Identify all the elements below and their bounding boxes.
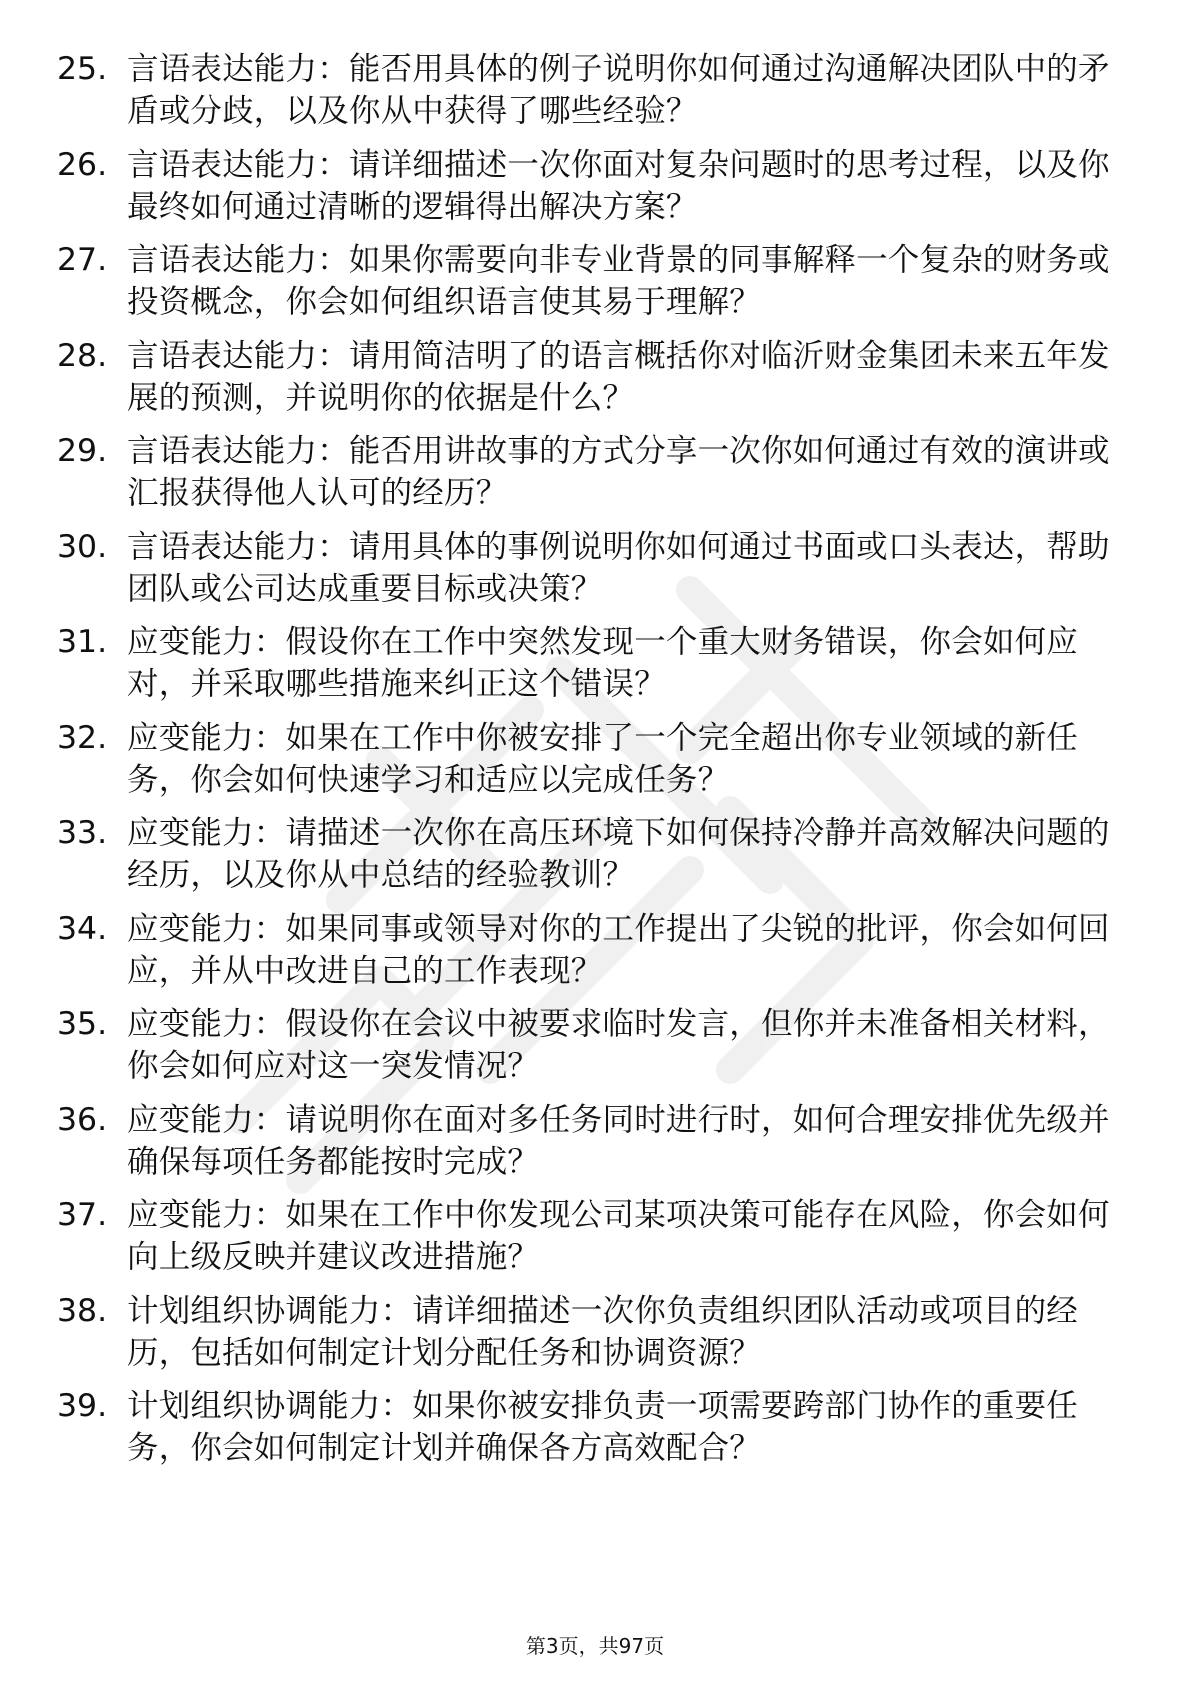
question-text: 言语表达能力：请用简洁明了的语言概括你对临沂财金集团未来五年发展的预测，并说明你的依据是什么？ (127, 337, 1110, 416)
question-text: 应变能力：请描述一次你在高压环境下如何保持冷静并高效解决问题的经历，以及你从中总结的经验教训？ (127, 815, 1110, 893)
question-item (57, 144, 1117, 225)
question-text: 言语表达能力：请用具体的事例说明你如何通过书面或口头表达，帮助团队或公司达成重要目标或决策？ (127, 528, 1110, 607)
question-item (57, 1099, 1117, 1180)
question-item (57, 1290, 1117, 1371)
question-item (57, 430, 1117, 511)
question-number: 36. (57, 1101, 108, 1138)
question-number: 28. (57, 337, 108, 374)
question-item (57, 335, 1117, 416)
question-text: 应变能力：如果在工作中你被安排了一个完全超出你专业领域的新任务，你会如何快速学习和适应以完成任务？ (127, 719, 1079, 798)
question-item (57, 1003, 1117, 1084)
question-text: 应变能力：假设你在工作中突然发现一个重大财务错误，你会如何应对，并采取哪些措施来纠正这个错误？ (127, 624, 1079, 702)
question-text: 应变能力：请说明你在面对多任务同时进行时，如何合理安排优先级并确保每项任务都能按时完成？ (127, 1101, 1110, 1180)
question-text: 言语表达能力：如果你需要向非专业背景的同事解释一个复杂的财务或投资概念，你会如何组织语言使其易于理解？ (127, 242, 1110, 320)
question-text: 言语表达能力：能否用具体的例子说明你如何通过沟通解决团队中的矛盾或分歧，以及你从中获得了哪些经验？ (127, 51, 1110, 129)
question-item (57, 812, 1117, 893)
question-item (57, 1385, 1117, 1466)
question-number: 30. (57, 528, 108, 565)
page-number: 第3页，共97页 (525, 1634, 665, 1658)
question-text: 计划组织协调能力：请详细描述一次你负责组织团队活动或项目的经历，包括如何制定计划分配任务和协调资源？ (127, 1292, 1079, 1371)
question-text: 应变能力：假设你在会议中被要求临时发言，但你并未准备相关材料，你会如何应对这一突发情况？ (127, 1006, 1110, 1084)
question-number: 37. (57, 1197, 108, 1233)
question-item (57, 48, 1117, 129)
question-item (57, 1194, 1117, 1275)
question-item (57, 717, 1117, 798)
question-text: 言语表达能力：能否用讲故事的方式分享一次你如何通过有效的演讲或汇报获得他人认可的经历？ (127, 433, 1110, 511)
question-item (57, 239, 1117, 320)
page-footer (0, 1633, 1190, 1659)
question-number: 34. (57, 910, 108, 947)
question-item (57, 908, 1117, 989)
question-number: 31. (57, 624, 108, 660)
question-number: 35. (57, 1006, 108, 1042)
question-number: 39. (57, 1388, 108, 1424)
question-item (57, 526, 1117, 607)
question-number: 29. (57, 433, 108, 469)
question-number: 32. (57, 719, 108, 756)
question-text: 计划组织协调能力：如果你被安排负责一项需要跨部门协作的重要任务，你会如何制定计划并确保各方高效配合？ (127, 1388, 1079, 1466)
question-number: 26. (57, 146, 108, 183)
question-item (57, 621, 1117, 702)
question-number: 38. (57, 1292, 108, 1329)
question-text: 应变能力：如果在工作中你发现公司某项决策可能存在风险，你会如何向上级反映并建议改进措施？ (127, 1197, 1110, 1275)
question-number: 27. (57, 242, 108, 278)
question-number: 25. (57, 51, 108, 87)
question-list (57, 48, 1117, 1481)
question-number: 33. (57, 815, 108, 851)
question-text: 言语表达能力：请详细描述一次你面对复杂问题时的思考过程，以及你最终如何通过清晰的逻辑得出解决方案？ (127, 146, 1110, 225)
question-text: 应变能力：如果同事或领导对你的工作提出了尖锐的批评，你会如何回应，并从中改进自己的工作表现？ (127, 910, 1110, 989)
